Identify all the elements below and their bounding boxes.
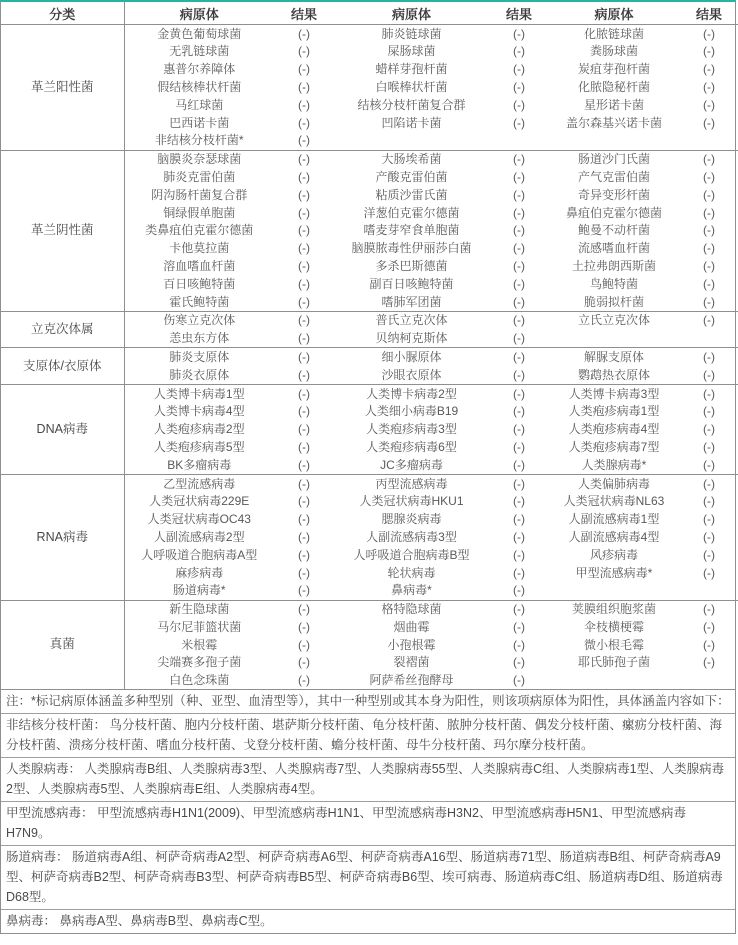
result-cell: (-) [513,79,525,94]
pathogen-cell: 产气克雷伯菌 [577,169,650,184]
result-cell: (-) [703,79,715,94]
pathogen-cell: 鼻病毒* [391,583,432,598]
result-cell: (-) [513,276,525,291]
table-row [1,150,738,168]
header-category: 分类 [1,2,124,25]
result-cell: (-) [513,529,525,544]
result-cell: (-) [513,223,525,238]
pathogen-cell: 奇异变形杆菌 [577,187,650,202]
result-cell: (-) [703,457,715,472]
pathogen-cell: 人类冠状病毒OC43 [147,512,251,527]
pathogen-cell: 人类偏肺病毒 [549,474,679,492]
result-cell: (-) [298,367,310,382]
note-block: 非结核分枝杆菌： 鸟分枝杆菌、胞内分枝杆菌、堪萨斯分枝杆菌、龟分枝杆菌、脓肿分枝杆菌、偶发分枝杆菌、瘰疬分枝杆菌、海分枝杆菌、溃疡分枝杆菌、嗜血分枝杆菌、戈登分枝杆菌、蟾分枝杆菌、母牛分枝杆菌、玛尔摩分枝杆菌。 [1,713,735,757]
pathogen-cell: 非结核分枝杆菌* [154,133,244,148]
result-cell: (-) [513,637,525,652]
note-block: 甲型流感病毒： 甲型流感病毒H1N1(2009)、甲型流感病毒H1N1、甲型流感病毒H3N2、甲型流感病毒H5N1、甲型流感病毒H7N9。 [1,801,735,845]
result-cell: (-) [703,223,715,238]
result-cell: (-) [298,205,310,220]
result-cell: (-) [679,311,738,329]
pathogen-cell: 肺炎链球菌 [334,25,489,43]
header-result-2: 结果 [489,2,549,25]
result-cell: (-) [274,600,334,618]
result-cell [679,330,738,348]
pathogen-cell: 多杀巴斯德菌 [375,258,448,273]
pathogen-cell: 嗜麦芽窄食单胞菌 [363,223,460,238]
pathogen-table [1,2,738,689]
pathogen-cell: 结核分枝杆菌复合群 [357,97,466,112]
table-row [1,600,738,618]
category-cell: 立克次体属 [1,311,124,348]
pathogen-cell: 肺炎支原体 [124,348,274,366]
result-cell: (-) [513,44,525,59]
pathogen-cell: 人类疱疹病毒3型 [366,422,457,437]
pathogen-cell: 肺炎衣原体 [169,367,230,382]
result-cell: (-) [679,474,738,492]
result-cell: (-) [703,294,715,309]
pathogen-cell: 贝纳柯克斯体 [375,331,448,346]
pathogen-cell: 脆弱拟杆菌 [583,294,644,309]
result-cell: (-) [703,619,715,634]
pathogen-cell [549,672,679,690]
pathogen-cell: 人类疱疹病毒6型 [366,439,457,454]
category-cell: 革兰阴性菌 [1,150,124,311]
pathogen-cell: 屎肠球菌 [387,44,436,59]
pathogen-cell: 产酸克雷伯菌 [375,169,448,184]
pathogen-cell: 肺炎克雷伯菌 [163,169,236,184]
result-cell: (-) [298,276,310,291]
result-cell: (-) [703,241,715,256]
note-block: 鼻病毒： 鼻病毒A型、鼻病毒B型、鼻病毒C型。 [1,909,735,933]
section-3 [1,348,738,385]
pathogen-cell: 化脓链球菌 [549,25,679,43]
result-cell: (-) [298,223,310,238]
result-cell: (-) [513,331,525,346]
result-cell: (-) [489,474,549,492]
result-cell: (-) [298,439,310,454]
pathogen-cell: 人类冠状病毒229E [149,494,250,509]
result-cell: (-) [489,311,549,329]
result-cell: (-) [298,44,310,59]
pathogen-cell: 炭疽芽孢杆菌 [577,62,650,77]
pathogen-cell: 鼻疽伯克霍尔德菌 [565,205,662,220]
result-cell: (-) [298,565,310,580]
pathogen-cell: 卡他莫拉菌 [169,241,230,256]
result-cell: (-) [679,25,738,43]
result-cell: (-) [298,637,310,652]
result-cell: (-) [703,44,715,59]
pathogen-cell: 惠普尔养障体 [163,62,236,77]
pathogen-cell: 乙型流感病毒 [124,474,274,492]
result-cell: (-) [703,529,715,544]
result-cell: (-) [274,474,334,492]
pathogen-cell: 巴西诺卡菌 [169,115,230,130]
pathogen-cell: 烟曲霉 [393,619,430,634]
result-cell: (-) [703,97,715,112]
pathogen-cell: 副百日咳鲍特菌 [369,276,454,291]
pathogen-cell: 白色念珠菌 [169,673,230,688]
pathogen-cell: 麻疹病毒 [175,565,224,580]
category-cell: 革兰阳性菌 [1,25,124,151]
result-cell: (-) [513,583,525,598]
result-cell: (-) [703,655,715,670]
result-cell: (-) [489,600,549,618]
table-header-row [1,2,738,25]
header-result-1: 结果 [274,2,334,25]
pathogen-cell: 伞枝横梗霉 [583,619,644,634]
note-block: 注：*标记病原体涵盖多种型别（种、亚型、血清型等），其中一种型别或其本身为阳性，则该项病原体为阳性，具体涵盖内容如下： [6,694,730,709]
result-cell: (-) [513,62,525,77]
pathogen-cell: 鲍曼不动杆菌 [577,223,650,238]
pathogen-cell: 新生隐球菌 [124,600,274,618]
result-cell: (-) [298,331,310,346]
pathogen-cell: 马尔尼菲篮状菌 [157,619,242,634]
pathogen-cell: 恙虫东方体 [169,331,230,346]
result-cell: (-) [298,512,310,527]
category-cell: 支原体/衣原体 [1,348,124,385]
pathogen-cell: 盖尔森基兴诺卡菌 [565,115,662,130]
result-cell: (-) [298,673,310,688]
pathogen-cell: 人类疱疹病毒1型 [568,404,660,419]
result-cell: (-) [513,97,525,112]
result-cell: (-) [489,150,549,168]
result-cell: (-) [703,422,715,437]
pathogen-cell: 轮状病毒 [387,565,436,580]
result-cell: (-) [298,258,310,273]
pathogen-cell: 人副流感病毒4型 [568,529,660,544]
pathogen-cell: 米根霉 [181,637,218,652]
pathogen-cell: 霍氏鲍特菌 [169,294,230,309]
result-cell: (-) [298,187,310,202]
result-cell: (-) [679,384,738,402]
result-cell: (-) [298,79,310,94]
pathogen-cell: 人呼吸道合胞病毒B型 [353,547,470,562]
result-cell: (-) [703,367,715,382]
pathogen-cell: 人副流感病毒2型 [153,529,245,544]
section-2 [1,311,738,348]
pathogen-cell: 裂褶菌 [393,655,430,670]
pathogen-cell: 立氏立克次体 [549,311,679,329]
result-cell: (-) [513,619,525,634]
pathogen-cell: 人类博卡病毒4型 [153,404,245,419]
pathogen-cell: 人类腺病毒* [581,457,647,472]
pathogen-cell: 荚膜组织胞浆菌 [549,600,679,618]
result-cell: (-) [513,169,525,184]
pathogen-cell: 蜡样芽孢杆菌 [375,62,448,77]
pathogen-cell: 无乳链球菌 [169,44,230,59]
result-cell: (-) [298,655,310,670]
result-cell: (-) [513,494,525,509]
result-cell: (-) [513,205,525,220]
result-cell: (-) [703,258,715,273]
result-cell [489,132,549,150]
section-4 [1,384,738,474]
pathogen-cell [549,330,679,348]
result-cell: (-) [703,565,715,580]
result-cell: (-) [679,600,738,618]
pathogen-cell: 人类疱疹病毒2型 [153,422,245,437]
result-cell: (-) [513,673,525,688]
pathogen-cell: 人类疱疹病毒5型 [153,439,245,454]
pathogen-cell: 解脲支原体 [549,348,679,366]
section-6 [1,600,738,689]
pathogen-cell: 星形诺卡菌 [583,97,644,112]
table-row [1,384,738,402]
pathogen-cell: 假结核棒状杆菌 [157,79,242,94]
result-cell: (-) [513,367,525,382]
pathogen-cell: 脑膜脓毒性伊丽莎白菌 [351,241,472,256]
result-cell: (-) [703,205,715,220]
pathogen-cell: 普氏立克次体 [334,311,489,329]
result-cell: (-) [513,258,525,273]
pathogen-cell: 人类博卡病毒2型 [334,384,489,402]
result-cell: (-) [703,115,715,130]
note-block: 肠道病毒： 肠道病毒A组、柯萨奇病毒A2型、柯萨奇病毒A6型、柯萨奇病毒A16型、肠道病毒71型、肠道病毒B组、柯萨奇病毒A9型、柯萨奇病毒B2型、柯萨奇病毒B3型、柯萨奇病毒B5型、柯萨奇病毒B6型、埃可病毒、肠道病毒C组、肠道病毒D组、肠道病毒D68型。 [1,845,735,909]
pathogen-cell: 人类博卡病毒3型 [549,384,679,402]
header-pathogen-1: 病原体 [124,2,274,25]
table-row [1,311,738,329]
pathogen-cell: 白喉棒状杆菌 [375,79,448,94]
result-cell: (-) [679,150,738,168]
result-cell: (-) [513,241,525,256]
table-row [1,348,738,366]
result-cell: (-) [298,115,310,130]
pathogen-cell: 阿萨希丝孢酵母 [369,673,454,688]
result-cell: (-) [703,494,715,509]
category-cell: DNA病毒 [1,384,124,474]
result-cell: (-) [513,294,525,309]
pathogen-cell: 百日咳鲍特菌 [163,276,236,291]
pathogen-cell: 肠道沙门氏菌 [549,150,679,168]
result-cell: (-) [489,384,549,402]
result-cell: (-) [298,133,310,148]
pathogen-cell: 人呼吸道合胞病毒A型 [141,547,258,562]
result-cell: (-) [513,512,525,527]
result-cell: (-) [513,404,525,419]
category-cell: RNA病毒 [1,474,124,600]
result-cell: (-) [274,384,334,402]
pathogen-cell: 凹陷诺卡菌 [381,115,442,130]
pathogen-cell [334,132,489,150]
result-cell: (-) [703,512,715,527]
result-cell: (-) [274,311,334,329]
pathogen-cell: 风疹病毒 [589,547,638,562]
pathogen-cell: 肠道病毒* [172,583,226,598]
header-pathogen-3: 病原体 [549,2,679,25]
result-cell: (-) [513,547,525,562]
pathogen-cell: 土拉弗朗西斯菌 [571,258,656,273]
result-cell: (-) [703,637,715,652]
pathogen-cell: 粘质沙雷氏菌 [375,187,448,202]
pathogen-cell: 腮腺炎病毒 [381,512,442,527]
result-cell [679,672,738,690]
result-cell: (-) [703,276,715,291]
pathogen-cell: 尖端赛多孢子菌 [157,655,242,670]
pathogen-cell: 铜绿假单胞菌 [163,205,236,220]
pathogen-cell: 人类冠状病毒HKU1 [359,494,464,509]
pathogen-cell: 人类冠状病毒NL63 [563,494,665,509]
result-cell: (-) [298,583,310,598]
result-cell: (-) [298,529,310,544]
result-cell: (-) [513,115,525,130]
result-cell: (-) [298,241,310,256]
result-cell [679,132,738,150]
pathogen-cell: 鹦鹉热衣原体 [577,367,650,382]
pathogen-cell: 类鼻疽伯克霍尔德菌 [145,223,254,238]
pathogen-cell: 微小根毛霉 [583,637,644,652]
result-cell: (-) [489,348,549,366]
result-cell: (-) [298,457,310,472]
pathogen-cell: 溶血嗜血杆菌 [163,258,236,273]
notes-section [1,689,735,933]
pathogen-cell [549,132,679,150]
pathogen-cell: 沙眼衣原体 [381,367,442,382]
pathogen-cell [549,582,679,600]
pathogen-cell: 粪肠球菌 [589,44,638,59]
result-cell: (-) [298,62,310,77]
pathogen-cell: 人类疱疹病毒4型 [568,422,660,437]
result-cell: (-) [703,187,715,202]
table-row [1,25,738,43]
result-cell: (-) [274,150,334,168]
result-cell: (-) [513,439,525,454]
pathogen-cell: 鸟鲍特菌 [589,276,638,291]
result-cell: (-) [679,348,738,366]
result-cell: (-) [513,187,525,202]
pathogen-cell: 人副流感病毒3型 [366,529,457,544]
result-cell: (-) [298,97,310,112]
pathogen-cell: 嗜肺军团菌 [381,294,442,309]
result-cell: (-) [298,422,310,437]
section-5 [1,474,738,600]
pathogen-cell: 流感嗜血杆菌 [577,241,650,256]
result-cell: (-) [298,619,310,634]
result-cell [679,582,738,600]
section-1 [1,150,738,311]
pathogen-cell: 化脓隐秘杆菌 [577,79,650,94]
note-block: 人类腺病毒： 人类腺病毒B组、人类腺病毒3型、人类腺病毒7型、人类腺病毒55型、人类腺病毒C组、人类腺病毒1型、人类腺病毒2型、人类腺病毒5型、人类腺病毒E组、人类腺病毒4型。 [1,757,735,801]
pathogen-cell: 金黄色葡萄球菌 [124,25,274,43]
result-cell: (-) [703,169,715,184]
result-cell: (-) [298,404,310,419]
pathogen-cell: 阴沟肠杆菌复合群 [151,187,248,202]
pathogen-cell: 洋葱伯克霍尔德菌 [363,205,460,220]
pathogen-cell: BK多瘤病毒 [167,457,232,472]
result-cell: (-) [298,547,310,562]
pathogen-cell: JC多瘤病毒 [380,457,443,472]
result-cell: (-) [513,565,525,580]
header-result-3: 结果 [679,2,738,25]
result-cell: (-) [703,62,715,77]
table-row [1,474,738,492]
pathogen-cell: 脑膜炎奈瑟球菌 [124,150,274,168]
result-cell: (-) [298,169,310,184]
result-cell: (-) [703,547,715,562]
pathogen-cell: 人类博卡病毒1型 [124,384,274,402]
pathogen-cell: 人副流感病毒1型 [568,512,660,527]
pathogen-cell: 细小脲原体 [334,348,489,366]
pathogen-cell: 丙型流感病毒 [334,474,489,492]
pathogen-cell: 大肠埃希菌 [334,150,489,168]
result-cell: (-) [298,294,310,309]
pathogen-cell: 人类细小病毒B19 [364,404,459,419]
pathogen-cell: 马红球菌 [175,97,224,112]
result-cell: (-) [513,457,525,472]
header-pathogen-2: 病原体 [334,2,489,25]
pathogen-cell: 甲型流感病毒* [575,565,653,580]
pathogen-cell: 格特隐球菌 [334,600,489,618]
result-cell: (-) [274,25,334,43]
pathogen-cell: 人类疱疹病毒7型 [568,439,660,454]
result-cell: (-) [298,494,310,509]
pathogen-cell: 耶氏肺孢子菌 [577,655,650,670]
pathogen-cell: 小孢根霉 [387,637,436,652]
result-cell: (-) [489,25,549,43]
result-cell: (-) [274,348,334,366]
result-cell: (-) [513,422,525,437]
pathogen-cell: 伤寒立克次体 [124,311,274,329]
result-cell: (-) [703,439,715,454]
result-cell: (-) [513,655,525,670]
category-cell: 真菌 [1,600,124,689]
section-0 [1,25,738,151]
result-cell: (-) [703,404,715,419]
